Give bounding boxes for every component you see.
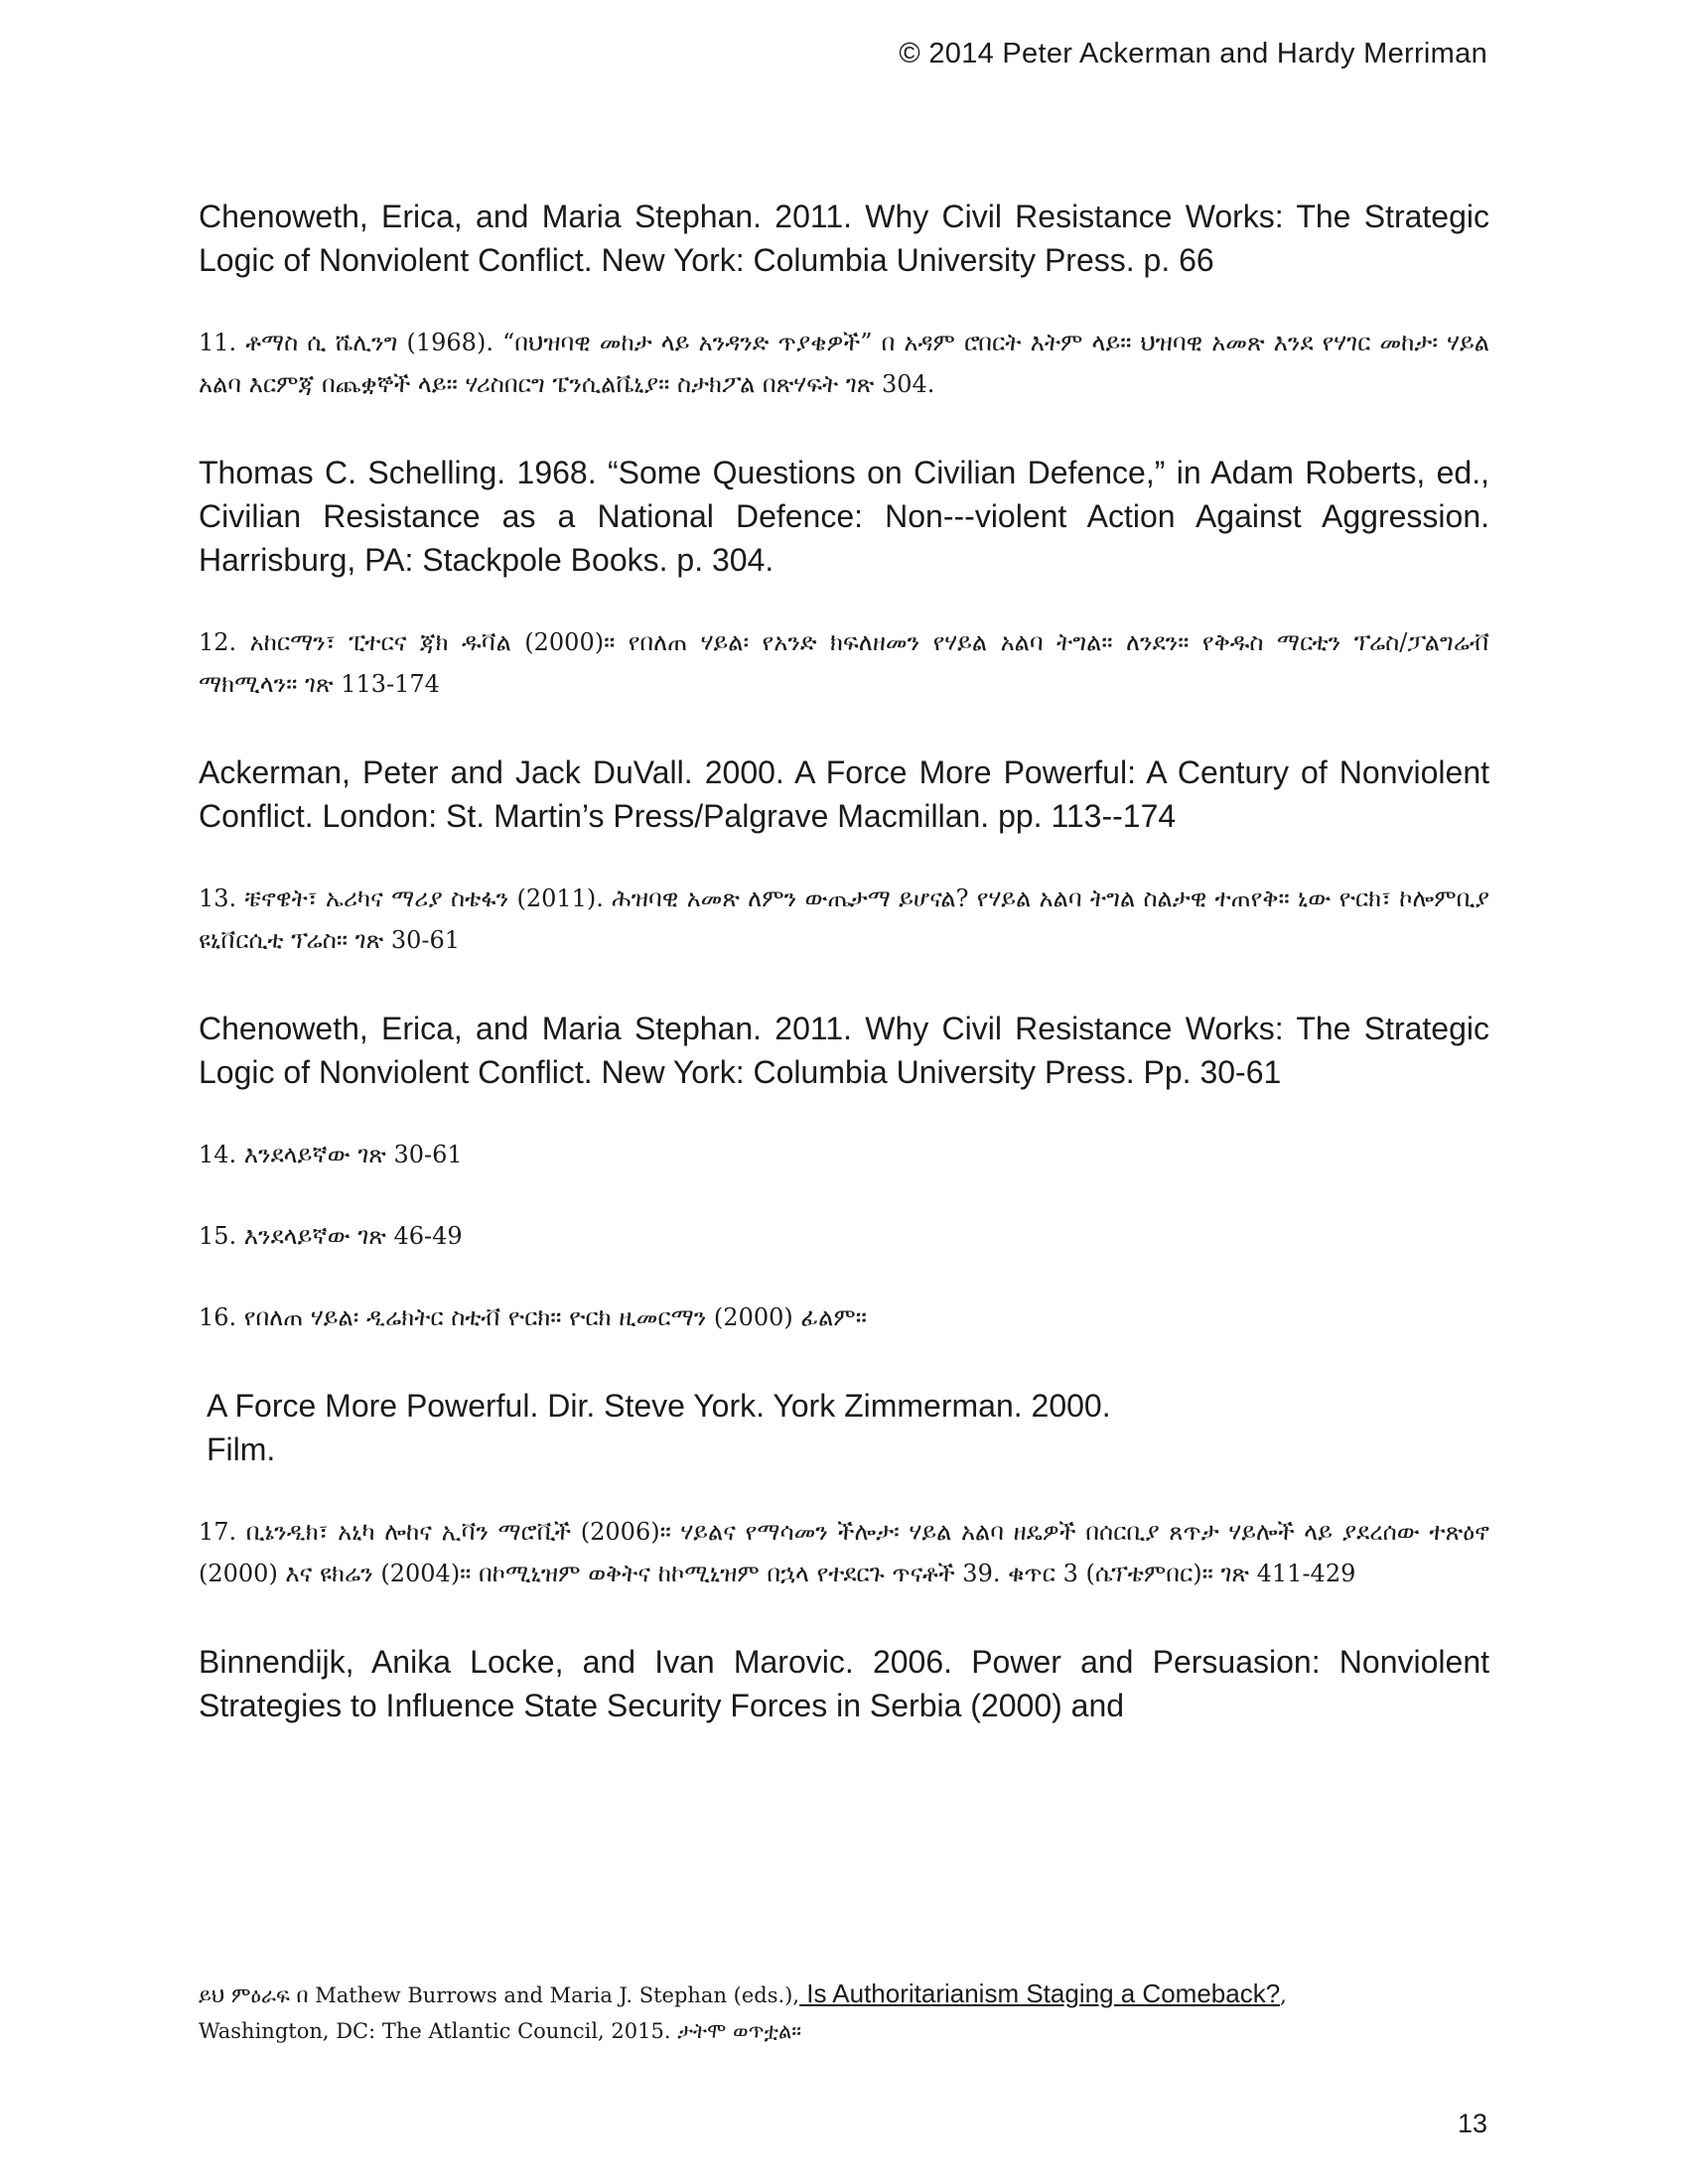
references-list	[199, 195, 1489, 1727]
reference-16-english	[199, 1384, 1489, 1471]
reference-16-english-line2: Film.	[207, 1432, 276, 1467]
reference-14-amharic: 14. እንደላይኛው ገጽ 30-61	[199, 1141, 463, 1168]
reference-11-amharic: 11. ቶማስ ሲ ሼሊንግ (1968). “በህዝባዊ መከታ ላይ አንዳንድ ጥያቄዎች” በ አዳም ሮበርት እትም ላይ። ህዝባዊ አመጽ እንደ የሃገር መከታ፡ ሃይል አልባ እርምጃ በጨቋኞች ላይ። ሃሪስበርግ ፔንሲልቬኒያ። ስታክፖል በጽሃፍት ገጽ 304.	[199, 329, 1489, 398]
footnote-line2: Washington, DC: The Atlantic Council, 2015. ታትሞ ወጥቷል።	[199, 2019, 802, 2043]
reference-16-english-line1: A Force More Powerful. Dir. Steve York. York Zimmerman. 2000.	[207, 1388, 1111, 1424]
reference-15-amharic: 15. እንደላይኛው ገጽ 46-49	[199, 1222, 463, 1250]
footnote	[199, 1976, 1489, 2049]
reference-17-amharic: 17. ቢኔንዲክ፣ አኒካ ሎከና ኢቫን ማሮቪች (2006)። ሃይልና የማሳመን ችሎታ፡ ሃይል አልባ ዘዴዎች በሰርቢያ ጸጥታ ሃይሎች ላይ ያደረሰው ተጽዕኖ (2000) እና ዩክሬን (2004)። በኮሚኒዝም ወቅትና ከኮሚኒዝም በኋላ የተደርጉ ጥናቶች 39. ቁጥር 3 (ሴፕቴምበር)። ገጽ 411-429	[199, 1518, 1489, 1587]
reference-12-english: Ackerman, Peter and Jack DuVall. 2000. A Force More Powerful: A Century of Nonviolent Conflict. London: St. Martin’s Press/Palgrave Macmillan. pp. 113--174	[199, 754, 1489, 834]
reference-11-english: Thomas C. Schelling. 1968. “Some Questions on Civilian Defence,” in Adam Roberts, ed., Civilian Resistance as a National Defence: Non---violent Action Against Aggression. Harrisburg, PA: Stackpole Books. p. 304.	[199, 455, 1489, 578]
reference-13-amharic: 13. ቼኖዌት፣ ኤሪካና ማሪያ ስቴፋን (2011). ሕዝባዊ አመጽ ለምን ውጤታማ ይሆናል? የሃይል አልባ ትግል ስልታዊ ተጠየቅ። ኒው ዮርክ፣ ኮሎምቢያ ዩኒቨርሲቲ ፕሬስ። ገጽ 30-61	[199, 885, 1489, 954]
footnote-prefix: ይህ ምዕራፍ በ Mathew Burrows and Maria J. Stephan (eds.),	[199, 1983, 800, 2007]
footnote-comma: ,	[1280, 1983, 1287, 2007]
reference-12-amharic: 12. አከርማን፣ ፒተርና ጃክ ዱቫል (2000)። የበለጠ ሃይል፡ የአንድ ክፍለዘመን የሃይል አልባ ትግል። ለንደን። የቅዱስ ማርቲን ፕሬስ/ፓልግሬቭ ማክሚላን። ገጽ 113-174	[199, 628, 1489, 698]
footnote-book-link[interactable]: Is Authoritarianism Staging a Comeback?	[799, 1979, 1281, 2008]
page-number: 13	[1457, 2109, 1487, 2138]
reference-16-amharic: 16. የበለጠ ሃይል፡ ዲሬክትር ስቲቭ ዮርክ። ዮርክ ዚመርማን (2000) ፊልም።	[199, 1303, 867, 1331]
reference-17-english: Binnendijk, Anika Locke, and Ivan Marovic. 2006. Power and Persuasion: Nonviolent Strategies to Influence State Security Forces in Serbia (2000) and	[199, 1644, 1489, 1723]
reference-10-english: Chenoweth, Erica, and Maria Stephan. 2011. Why Civil Resistance Works: The Strategic Logic of Nonviolent Conflict. New York: Columbia University Press. p. 66	[199, 199, 1489, 278]
header-copyright: © 2014 Peter Ackerman and Hardy Merriman	[899, 38, 1487, 69]
footnote-line1	[199, 1976, 1489, 2013]
reference-13-english: Chenoweth, Erica, and Maria Stephan. 2011. Why Civil Resistance Works: The Strategic Logic of Nonviolent Conflict. New York: Columbia University Press. Pp. 30-61	[199, 1011, 1489, 1090]
